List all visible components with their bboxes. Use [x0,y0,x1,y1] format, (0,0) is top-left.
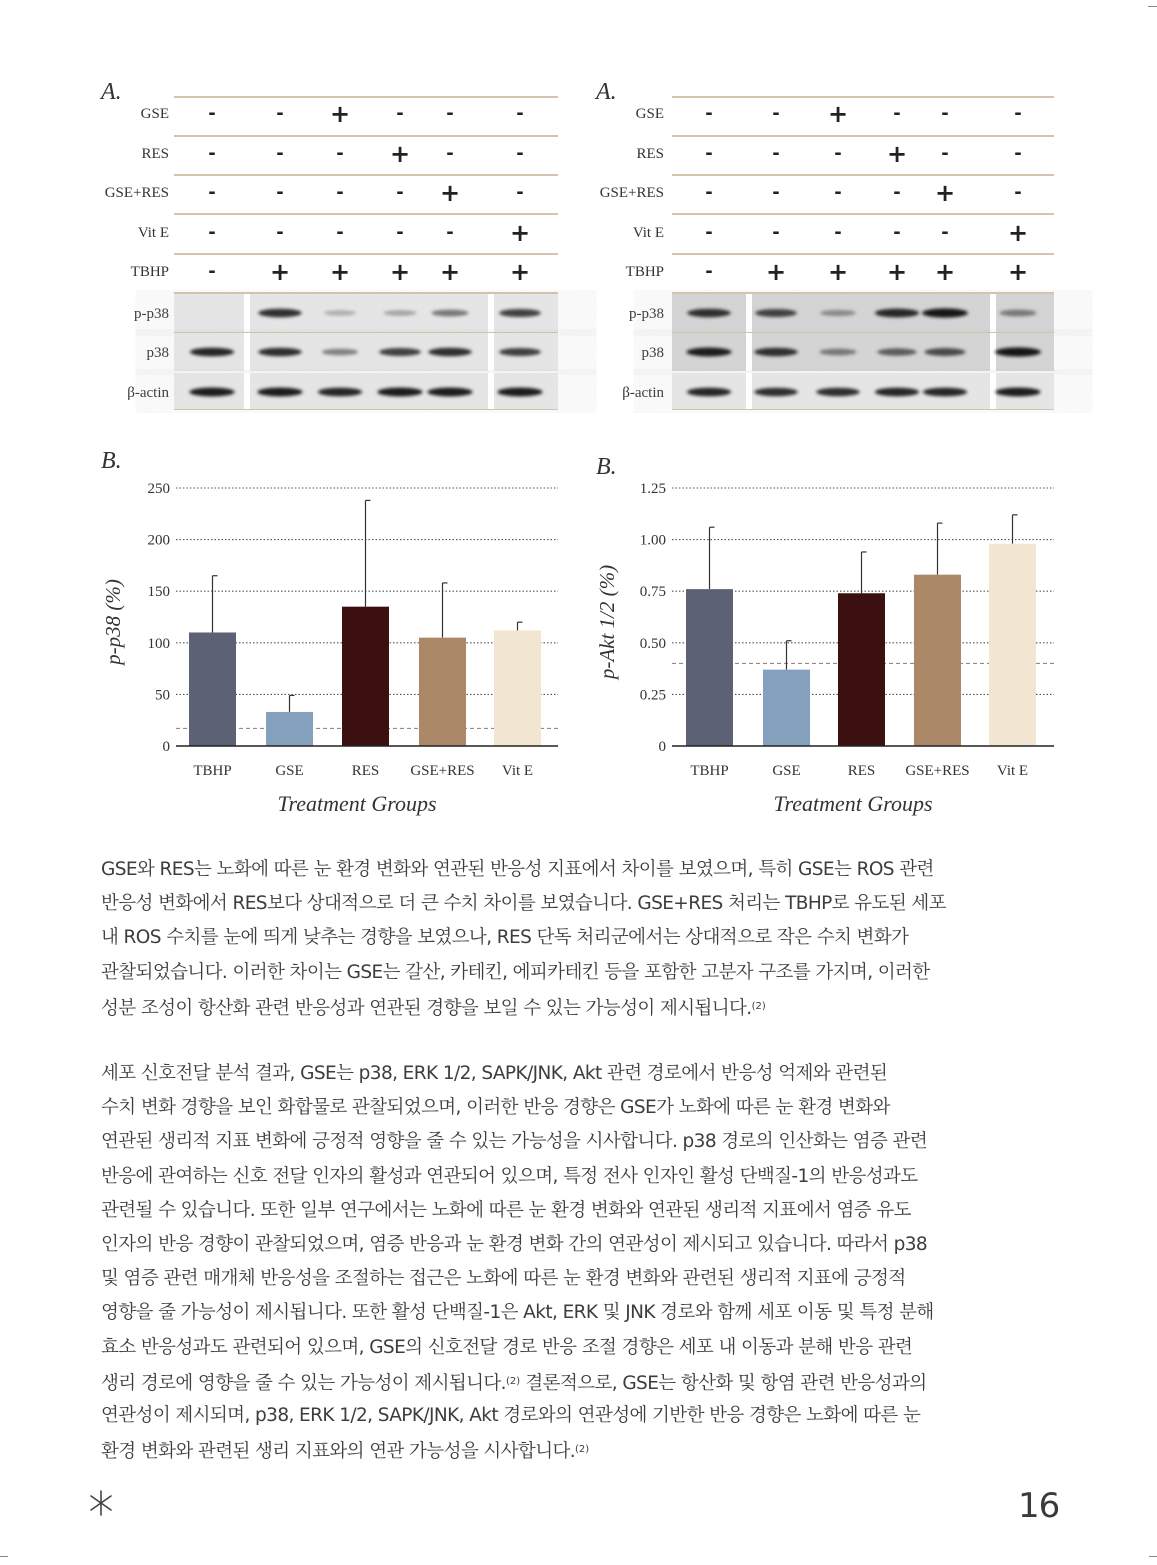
blot-lane-gap [746,294,752,332]
y-tick-label: 100 [147,635,170,652]
blot-band [820,310,856,316]
blot-sign: - [208,222,216,243]
blot-sign: - [772,222,780,243]
citation: (2) [505,1375,521,1387]
blot-sign: - [208,143,216,164]
paragraph-line [101,1433,1061,1467]
blot-band-label: p-p38 [134,306,169,322]
blot-band [875,388,919,397]
paragraph-text: 결론적으로, GSE는 항산화 및 항염 관련 반응성과의 [520,1372,927,1394]
blot-sign: + [765,258,787,286]
y-tick-label: 1.00 [639,532,666,549]
paragraph-text: 환경 변화와 관련된 생리 지표와의 연관 가능성을 시사합니다. [101,1441,576,1463]
blot-band-label: β-actin [127,385,169,401]
blot-sign: - [336,182,344,203]
paragraph-1 [101,853,1061,1024]
blot-sign: - [208,182,216,203]
blot-band [995,388,1040,397]
blot-sign: + [329,100,351,128]
blot-sign: + [934,179,956,207]
blot-band-label: p38 [146,345,169,361]
blot-lane-gap [746,333,752,371]
blot-lane-gap [990,373,996,409]
blot-sign: + [934,258,956,286]
y-tick-label: 1.25 [639,481,666,497]
y-tick-label: 200 [147,532,170,549]
paragraph-line: 관찰되었습니다. 이러한 차이는 GSE는 갈산, 카테킨, 에피카테킨 등을 포함한 고분자 구조를 가지며, 이러한 [101,961,930,983]
y-tick-label: 150 [147,584,170,601]
blot-sign: + [389,258,411,286]
y-tick-label: 0 [162,739,170,755]
blot-band [379,348,421,356]
blot-sign: + [509,219,531,247]
blot-sign: - [941,103,949,124]
blot-sign: - [276,103,284,124]
blot-row-label: GSE+RES [599,185,664,201]
blot-sign: - [446,143,454,164]
blot-band [497,388,542,397]
blot-row-label: TBHP [130,264,169,280]
blot-lane-gap [244,373,250,409]
bar [686,589,733,746]
blot-sign: - [893,103,901,124]
blot-band [819,349,856,356]
blot-band [427,388,472,397]
y-tick-label: 50 [155,687,170,704]
paragraph-line [101,990,1061,1024]
blot-lane-gap [244,294,250,332]
blot-band [383,310,416,316]
blot-band [995,347,1041,356]
x-axis-title: Treatment Groups [773,791,933,816]
blot-sign: + [827,258,849,286]
x-tick-label: TBHP [193,763,232,779]
paragraph-text: 성분 조성이 항산화 관련 반응성과 연관된 경향을 보일 수 있는 가능성이 제시됩니다. [101,997,752,1019]
blot-lane-gap [488,373,494,409]
blot-band-label: p-p38 [629,306,664,322]
blot-band [875,309,919,318]
blot-sign: - [772,103,780,124]
blot-sign: + [389,140,411,168]
blot-band [258,348,302,357]
y-tick-label: 0.50 [639,635,666,652]
blot-sign: - [893,222,901,243]
blot-sign: + [827,100,849,128]
blot-band [431,310,468,317]
paragraph-line: 관련될 수 있습니다. 또한 일부 연구에서는 노화에 따른 눈 환경 변화와 연관된 생리적 지표에서 염증 유도 [101,1199,911,1221]
blot-band [190,348,234,357]
bar [494,630,541,746]
blot-lane-gap [488,333,494,371]
bar [189,632,236,746]
blot-band [318,388,362,397]
blot-sign: - [396,182,404,203]
blot-sign: - [893,182,901,203]
blot-sign: + [329,258,351,286]
paragraph-line: 영향을 줄 가능성이 제시됩니다. 또한 활성 단백질-1은 Akt, ERK 및 JNK 경로와 함께 세포 이동 및 특정 분해 [101,1302,934,1324]
blot-band [377,388,422,397]
paragraph-line: GSE와 RES는 노화에 따른 눈 환경 변화와 연관된 반응성 지표에서 차이를 보였으며, 특히 GSE는 ROS 관련 [101,859,934,880]
bar [266,712,313,746]
blot-sign: - [941,143,949,164]
blot-band [816,388,860,397]
blot-sign: - [705,222,713,243]
blot-sign: - [941,222,949,243]
x-tick-label: GSE+RES [905,763,970,779]
blot-sign: - [772,143,780,164]
blot-band [428,348,472,357]
blot-row-label: RES [141,146,169,162]
blot-band [877,348,917,355]
blot-sign: - [705,143,713,164]
paragraph-line: 및 염증 관련 매개체 반응성을 조절하는 접근은 노화에 따른 눈 환경 변화와 관련된 생리적 지표에 긍정적 [101,1268,906,1290]
blot-sign: + [886,258,908,286]
bar [914,575,961,746]
blot-sign: - [336,143,344,164]
blot-sign: - [396,222,404,243]
blot-row-label: Vit E [632,225,664,241]
blot-band [687,388,731,397]
blot-band [687,309,731,318]
blot-sign: + [439,258,461,286]
blot-sign: - [705,103,713,124]
blot-band [499,348,541,356]
blot-sign: - [705,261,713,282]
blot-sign: - [1014,182,1022,203]
y-tick-label: 250 [147,481,170,497]
blot-sign: - [446,222,454,243]
blot-sign: - [834,222,842,243]
blot-sign: - [396,103,404,124]
y-axis-title: p-Akt 1/2 (%) [595,564,619,680]
y-tick-label: 0.25 [639,687,666,704]
bar [989,544,1036,746]
y-axis-title: p-p38 (%) [101,579,125,665]
blot-sign: - [276,222,284,243]
blot-row-label: GSE+RES [104,185,169,201]
blot-lane-gap [990,294,996,332]
blot-band [258,309,302,318]
blot-band [755,309,797,317]
blot-lane-gap [244,333,250,371]
blot-sign: - [446,103,454,124]
citation: (2) [751,1000,766,1012]
paragraph-line: 반응에 관여하는 신호 전달 인자의 활성과 연관되어 있으며, 특정 전사 인자인 활성 단백질-1의 반응성과도 [101,1165,918,1187]
blot-sign: - [834,143,842,164]
chart-panel-label: B. [101,448,122,474]
blot-band [923,388,967,397]
y-tick-label: 0.75 [639,584,666,601]
y-tick-label: 0 [658,739,666,755]
paragraph-line: 인자의 반응 경향이 관찰되었으며, 염증 반응과 눈 환경 변화 간의 연관성이 제시되고 있습니다. 따라서 p38 [101,1233,928,1255]
blot-lane-gap [488,294,494,332]
chart-panel-label: B. [596,454,617,480]
blot-band [324,310,356,315]
blot-panel-label: A. [596,79,617,105]
blot-sign: - [208,261,216,282]
x-tick-label: GSE [772,763,801,779]
blot-sign: - [772,182,780,203]
paragraph-line [101,1365,1061,1399]
x-tick-label: GSE+RES [410,763,475,779]
paragraph-line: 연관된 생리적 지표 변화에 긍정적 영향을 줄 수 있는 가능성을 시사합니다. p38 경로의 인산화는 염증 관련 [101,1131,928,1153]
blot-band [999,310,1036,317]
blot-row-label: Vit E [137,225,169,241]
blot-band-label: p38 [641,345,664,361]
blot-sign: - [834,182,842,203]
bar [419,638,466,746]
citation: (2) [575,1444,590,1456]
blot-band [189,388,234,397]
blot-band [924,348,965,356]
x-axis-title: Treatment Groups [277,791,437,816]
paragraph-text: 생리 경로에 영향을 줄 수 있는 가능성이 제시됩니다. [101,1372,506,1394]
blot-sign: - [516,143,524,164]
paragraph-line: 세포 신호전달 분석 결과, GSE는 p38, ERK 1/2, SAPK/JNK, Akt 관련 경로에서 반응성 억제와 관련된 [101,1063,888,1084]
paragraph-line: 연관성이 제시되며, p38, ERK 1/2, SAPK/JNK, Akt 경로와의 연관성에 기반한 반응 경향은 노화에 따른 눈 [101,1404,921,1426]
blot-row-label: RES [636,146,664,162]
blot-sign: - [336,222,344,243]
x-tick-label: RES [351,763,380,779]
blot-band [257,388,302,397]
paragraph-line: 수치 변화 경향을 보인 화합물로 관찰되었으며, 이러한 반응 경향은 GSE가 노화에 따른 눈 환경 변화와 [101,1097,890,1119]
blot-sign: + [1007,219,1029,247]
bar [342,607,389,746]
paragraph-line: 효소 반응성과도 관련되어 있으며, GSE의 신호전달 경로 반응 조절 경향은 세포 내 이동과 분해 반응 관련 [101,1336,913,1358]
blot-sign: + [439,179,461,207]
blot-sign: - [276,182,284,203]
paragraph-2 [101,1057,1061,1467]
paragraph-line: 반응성 변화에서 RES보다 상대적으로 더 큰 수치 차이를 보였습니다. GSE+RES 처리는 TBHP로 유도된 세포 [101,893,946,915]
x-tick-label: GSE [275,763,304,779]
blot-lane-gap [746,373,752,409]
blot-sign: + [269,258,291,286]
page-number: 16 [1018,1486,1060,1526]
blot-sign: - [208,103,216,124]
blot-band [322,349,358,356]
blot-sign: - [516,103,524,124]
blot-band [499,309,541,317]
blot-row-label: GSE [635,106,664,122]
x-tick-label: Vit E [996,763,1029,779]
x-tick-label: Vit E [501,763,534,779]
blot-sign: - [1014,143,1022,164]
bar [763,670,810,746]
blot-band [754,388,798,397]
blot-row-label: TBHP [625,264,664,280]
blot-band-label: β-actin [622,385,664,401]
bar [838,593,885,746]
blot-panel-label: A. [101,79,122,105]
blot-sign: + [1007,258,1029,286]
blot-sign: - [705,182,713,203]
paragraph-line: 내 ROS 수치를 눈에 띄게 낮추는 경향을 보였으나, RES 단독 처리군에서는 상대적으로 작은 수치 변화가 [101,927,909,949]
blot-sign: - [516,182,524,203]
blot-sign: - [1014,103,1022,124]
star-ornament-icon [88,1490,114,1516]
blot-band [922,308,968,317]
x-tick-label: RES [847,763,876,779]
blot-sign: + [886,140,908,168]
blot-row-label: GSE [140,106,169,122]
blot-sign: + [509,258,531,286]
blot-sign: - [276,143,284,164]
x-tick-label: TBHP [690,763,729,779]
blot-band [686,348,731,357]
blot-band [754,348,798,357]
